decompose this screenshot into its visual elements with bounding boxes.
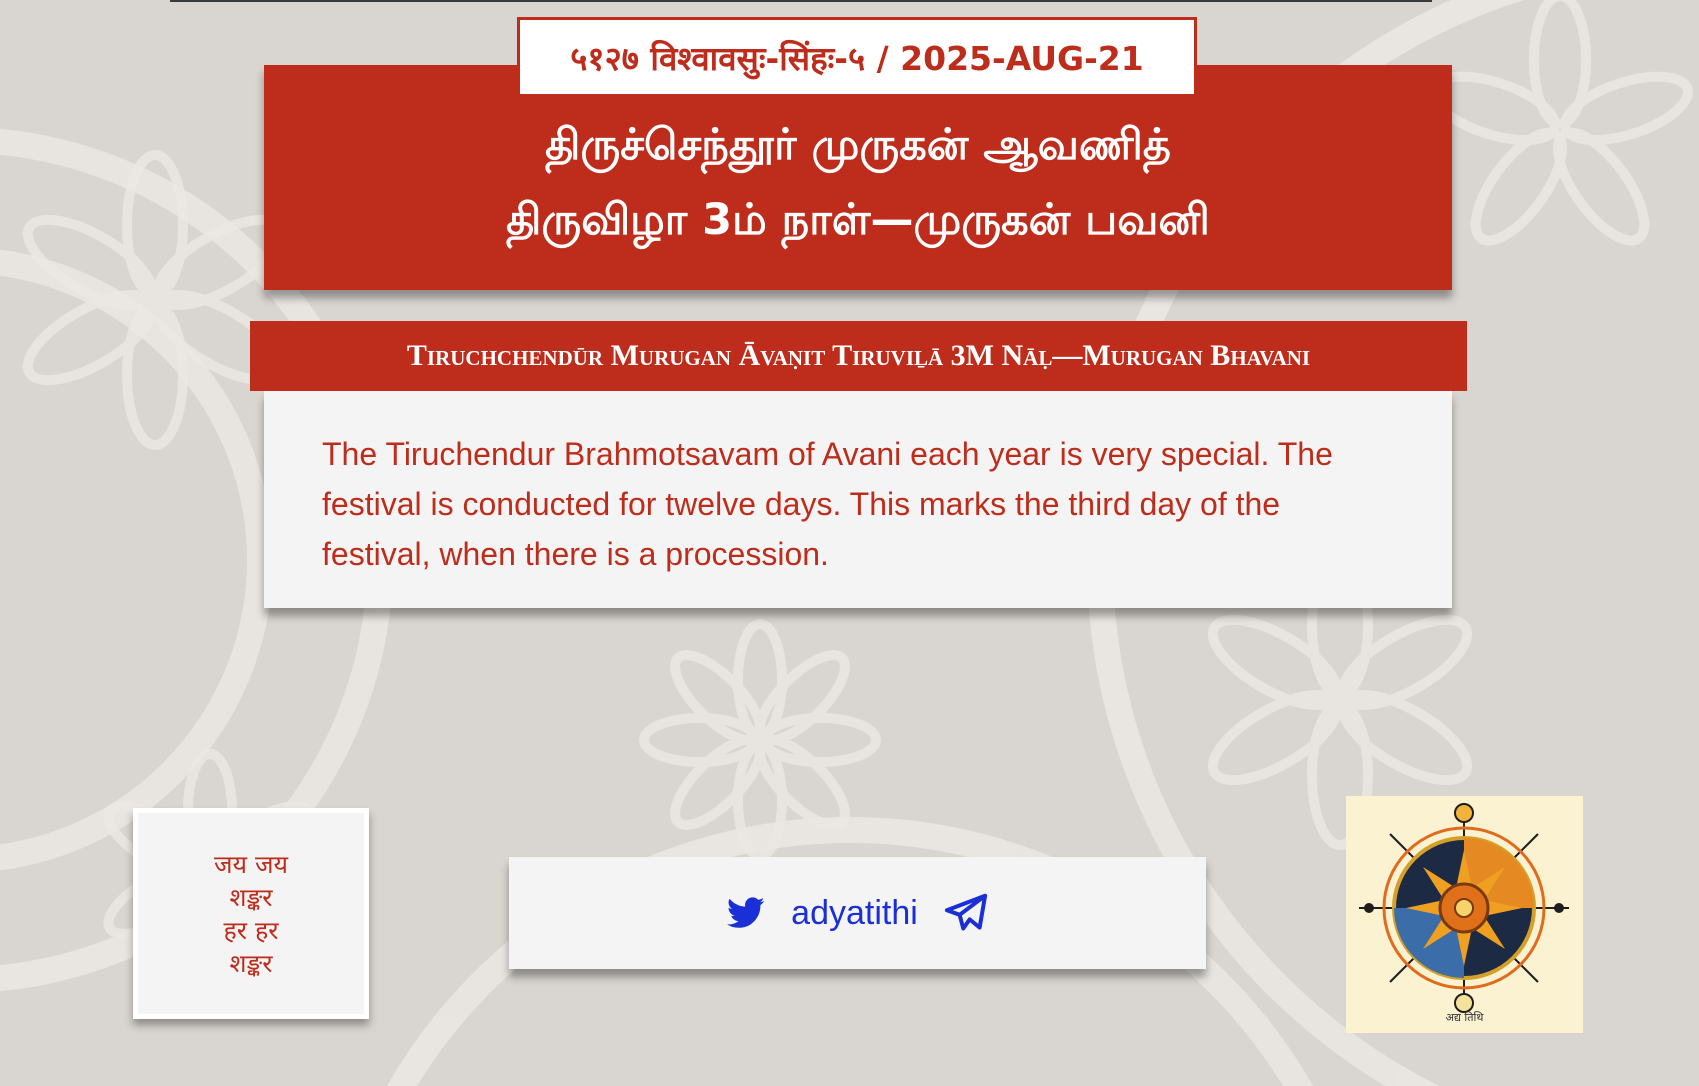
adyatithi-logo <box>1346 796 1583 1033</box>
description-panel <box>264 391 1452 608</box>
chant-card <box>133 808 369 1019</box>
description-text: The Tiruchendur Brahmotsavam of Avani each year is very special. The festival is conducted for twelve days. This marks the third day of the festival, when there is a procession. <box>322 436 1333 572</box>
chant-line: शङ्कर <box>229 882 273 912</box>
title-line-1: திருச்செந்தூர் முருகன் ஆவணித் <box>545 120 1171 170</box>
subtitle-transliteration: Tiruchchendūr Murugan Āvaṇit Tiruviḻā 3M Nāḷ—Murugan Bhavani <box>250 321 1467 391</box>
telegram-icon[interactable] <box>944 893 988 933</box>
top-rule <box>170 0 1432 2</box>
logo-caption: अद्य तिथि <box>1445 1011 1484 1024</box>
social-handle[interactable]: adyatithi <box>791 893 918 932</box>
date-header: ५१२७ विश्वावसुः-सिंहः-५ / 2025-AUG-21 <box>517 17 1197 97</box>
chant-line: हर हर <box>223 915 279 945</box>
title-line-2: திருவிழா 3ம் நாள்—முருகன் பவனி <box>506 195 1210 245</box>
chant-line: जय जय <box>213 849 289 879</box>
social-bar <box>509 857 1206 969</box>
chant-line: शङ्कर <box>229 948 273 978</box>
twitter-icon[interactable] <box>727 897 765 929</box>
sun-wheel-icon <box>1346 796 1583 1033</box>
title-banner <box>264 65 1452 290</box>
